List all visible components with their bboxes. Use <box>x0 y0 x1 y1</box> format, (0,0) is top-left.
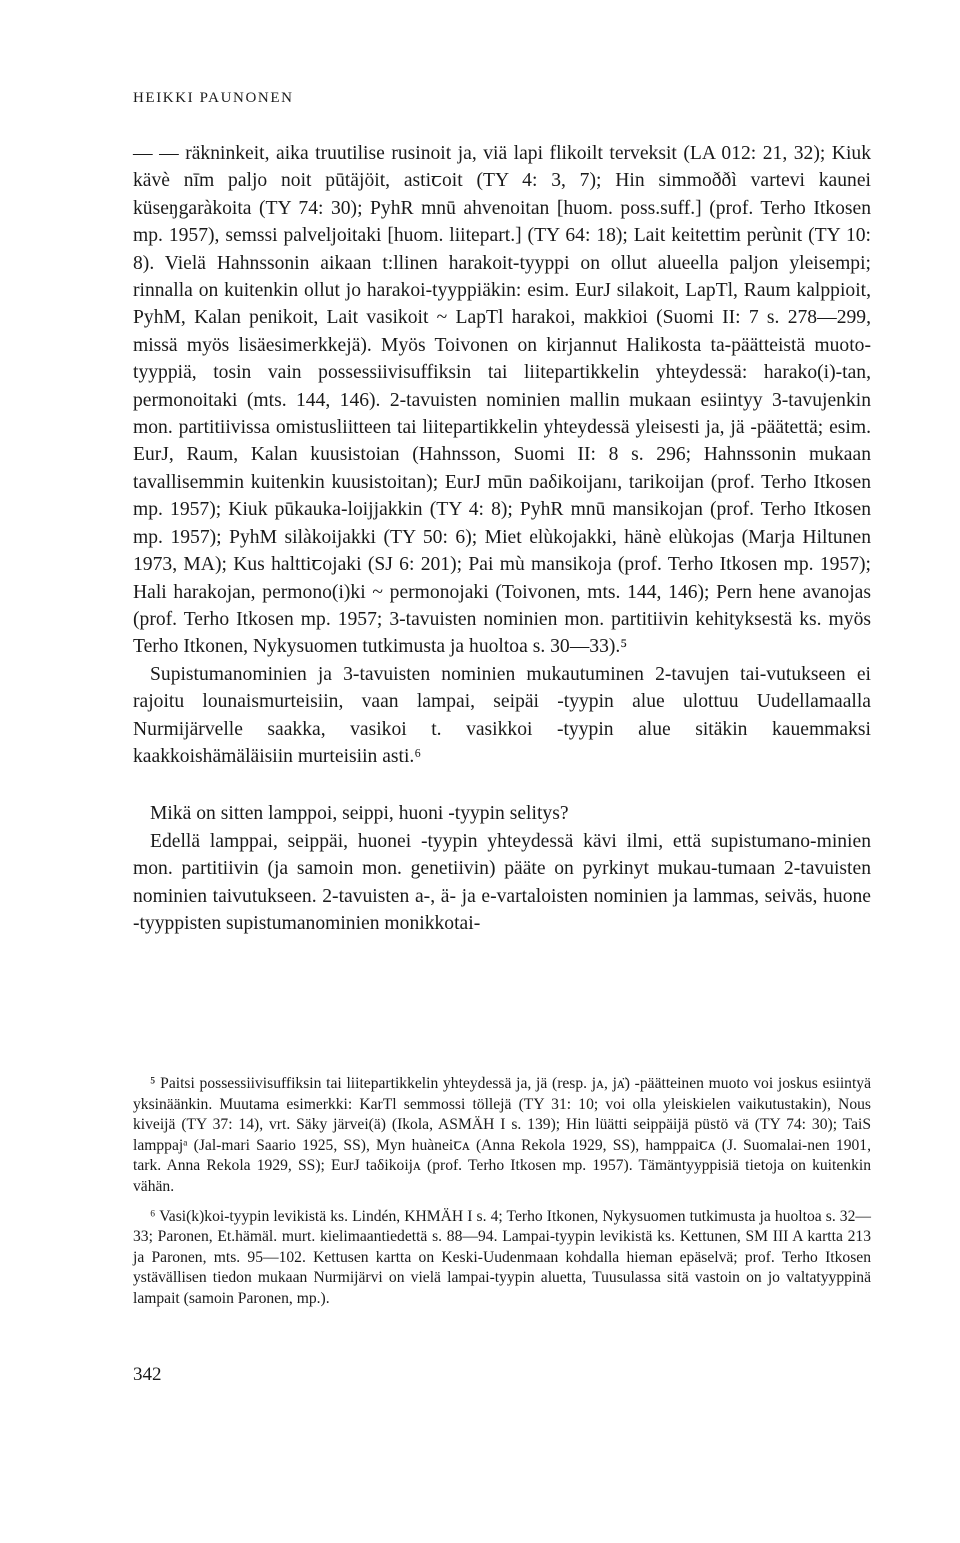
paragraph-question: Mikä on sitten lamppoi, seippi, huoni -tyypin selitys? <box>150 803 569 825</box>
footnotes <box>133 1074 871 1310</box>
footnote-6: ⁶ Vasi(k)koi-tyypin levikistä ks. Lindén, KHMÄH I s. 4; Terho Itkonen, Nykysuomen tutkimusta ja huoltoa s. 32—33; Paronen, Et.hämäl. murt. kielimaantiedettä s. 88—94. Lampai-tyypin levikistä ks. Kettunen, SM III A kartta 213 ja Paronen, mts. 95—102. Kettusen kartta on Keski-Uudenmaan kohdalla hieman epäselvä; prof. Terho Itkosen ystävällisen tiedon mukaan Nurmijärvi on vielä lampai-tyypin aluetta, Tuusulassa sitä vastoin on jo valtatyyppinä lampait (samoin Paronen, mp.). <box>133 1207 871 1307</box>
footnote-5: ⁵ Paitsi possessiivisuffiksin tai liitepartikkelin yhteydessä ja, jä (resp. jᴀ, jᴀ̈) -päätteinen muoto voi joskus esiintyä yksinäänkin. Muutama esimerkki: KarTl semmossi töllejä (TY 31: 10; voi olla yleiskielen vaikutustakin), Nous kiveijä (TY 37: 14), vrt. Säky järvei(ä) (Ikola, ASMÄH I s. 139); Hin lüätti seippäijä püstö vä (TY 74: 30); TaiS lamppajᵃ (Jal-mari Saario 1925, SS), Myn huàneiꞇᴀ (Anna Rekola 1929, SS), hamppaiꞇᴀ (J. Suomalai-nen 1901, tark. Anna Rekola 1929, SS); EurJ taδikoijᴀ (prof. Terho Itkosen mp. 1957). Tämäntyyppisiä tietoja on kuitenkin vähän. <box>133 1075 871 1195</box>
paragraph-explanation: Edellä lamppai, seippäi, huonei -tyypin yhteydessä kävi ilmi, että supistumano-minien mon. partitiivin (ja samoin mon. genetiivin) pääte on pyrkinyt mukau-tumaan 2-tavuisten nominien taivutukseen. 2-tavuisten a-, ä- ja e-vartaloisten nominien ja lammas, seiväs, huone -tyyppisten supistumanominien monikkotai- <box>133 830 871 934</box>
running-head: HEIKKI PAUNONEN <box>133 90 294 106</box>
paragraph-contraction-nouns: Supistumanominien ja 3-tavuisten nominien mukautuminen 2-tavujen tai-vutukseen ei rajoitu lounaismurteisiin, vaan lampai, seipäi -tyypin alue ulottuu Uudellamaalla Nurmijärvelle saakka, vasikoi t. vasikkoi -tyypin alue sitäkin kauemmaksi kaakkoishämäläisiin murteisiin asti.⁶ <box>133 663 871 767</box>
paragraph-examples: — — räkninkeit, aika truutilise rusinoit ja, viä lapi flikoilt terveksit (LA 012: 21, 32); Kiuk kävè nīm paljo noit pūtäjöit, astiꞇoit (TY 4: 3, 7); Hin simmoððì vartevi kaunei küseŋgaràkoita (TY 74: 30); PyhR mnū ahvenoitan [huom. poss.suff.] (prof. Terho Itkosen mp. 1957), semssi palveljoitaki [huom. liitepart.] (TY 64: 18); Lait keitettim perùnit (TY 10: 8). Vielä Hahnssonin aikaan t:llinen harakoit-tyyppi on ollut alueella paljon yleisempi; rinnalla on kuitenkin ollut jo harakoi-tyyppiäkin: esim. EurJ silakoit, LapTl, Raum kalppioit, PyhM, Kalan penikoit, Lait vasikoit ~ LapTl harakoi, makkioi (Suomi II: 7 s. 278—299, missä myös lisäesimerkkejä). Myös Toivonen on kirjannut Halikosta ta-päätteistä muoto-tyyppiä, tosin vain possessiivisuffiksin tai liitepartikkelin yhteydessä: harako(i)-tan, permonoitaki (mts. 144, 146). 2-tavuisten nominien mallin mukaan esiintyy 3-tavujenkin mon. partitiivissa omistusliitteen tai liitepartikkelin yhteydessä yleisesti ja, jä -päätettä; esim. EurJ, Raum, Kalan kuusistoian (Hahnsson, Suomi II: 8 s. 296; Hahnssonin mukaan tavallisemmin kuitenkin kuusistoitan); EurJ mūn ᴅaδikoijanı, tarikoijan (prof. Terho Itkosen mp. 1957); Kiuk pūkauka-loijjakkin (TY 4: 8); PyhR mnū mansikojan (prof. Terho Itkosen mp. 1957); PyhM silàkoijakki (TY 50: 6); Miet elùkojakki, hänè elùkojas (Marja Hiltunen 1973, MA); Kus halttiꞇojaki (SJ 6: 201); Pai mù mansikoja (prof. Terho Itkosen mp. 1957); Hali harakojan, permono(i)ki ~ permonojaki (Toivonen, mts. 144, 146); Pern hene avanojas (prof. Terho Itkosen mp. 1957; 3-tavuisten nominien mon. partitiivin kehityksestä ks. myös Terho Itkonen, Nykysuomen tutkimusta ja huoltoa s. 30—33).⁵ <box>133 143 871 658</box>
body-text <box>133 140 871 937</box>
page-number: 342 <box>133 1364 162 1385</box>
